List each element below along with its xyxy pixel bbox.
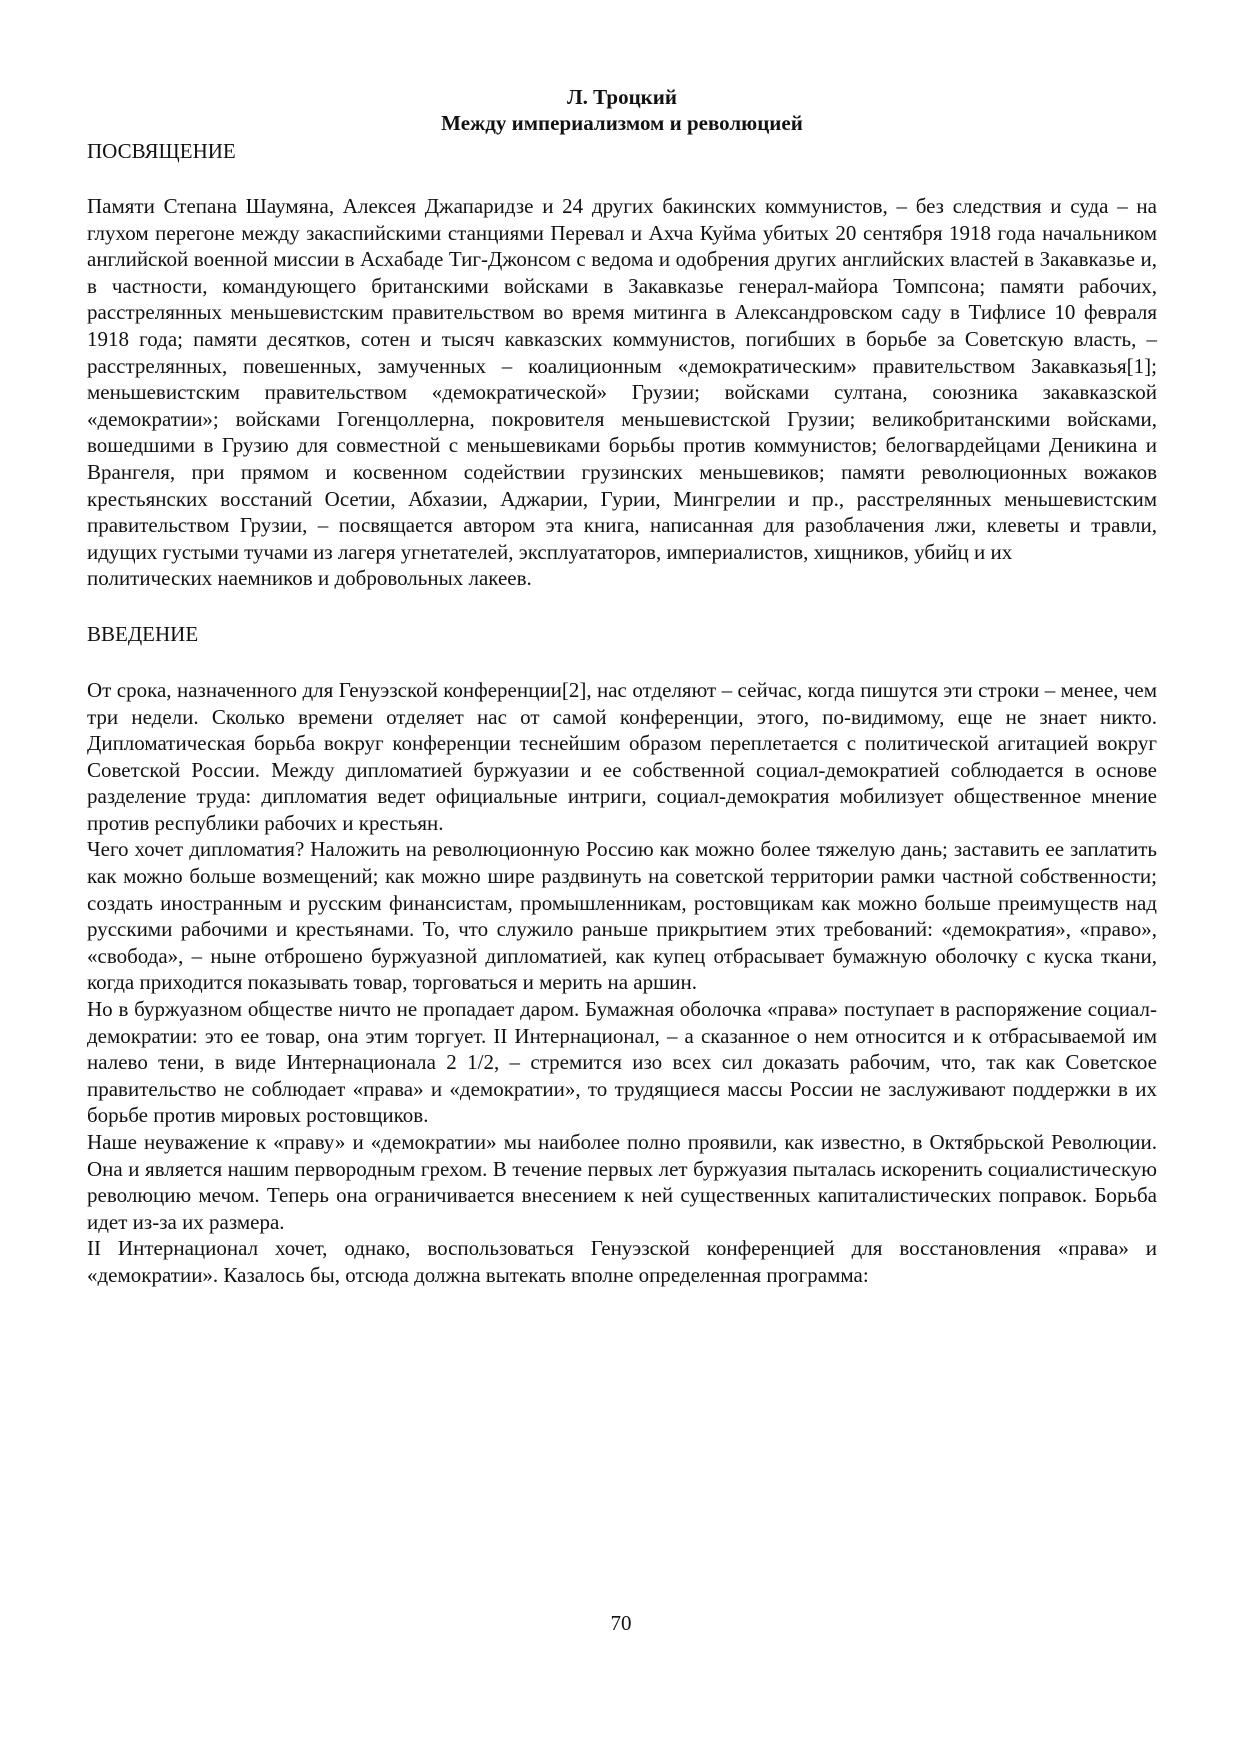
introduction-paragraph: II Интернационал хочет, однако, воспользоваться Генуэзской конференцией для восстановления «права» и «демократии». Казалось бы, отсюда должна вытекать вполне определенная программа:: [87, 1236, 1157, 1287]
introduction-paragraph: Но в буржуазном обществе ничто не пропадает даром. Бумажная оболочка «права» поступает в распоряжение социал-демократии: это ее товар, она этим торгует. II Интернационал, – а сказанное о нем относится и к отбрасываемой им налево тени, в виде Интернационала 2 1/2, – стремится изо всех сил доказать рабочим, что, так как Советское правительство не соблюдает «права» и «демократии», то трудящиеся массы России не заслуживают поддержки в их борьбе против мировых ростовщиков.: [87, 997, 1157, 1128]
document-page: [87, 84, 1157, 1289]
dedication-paragraph: Памяти Степана Шаумяна, Алексея Джапаридзе и 24 других бакинских коммунистов, – без следствия и суда – на глухом перегоне между закаспийскими станциями Перевал и Ахча Куйма убитых 20 сентября 1918 года начальником английской военной миссии в Асхабаде Тиг-Джонсом с ведома и одобрения других английских властей в Закавказье и, в частности, командующего британскими войсками в Закавказье генерал-майора Томпсона; памяти рабочих, расстрелянных меньшевистским правительством во время митинга в Александровском саду в Тифлисе 10 февраля 1918 года; памяти десятков, сотен и тысяч кавказских коммунистов, погибших в борьбе за Советскую власть, – расстрелянных, повешенных, замученных – коалиционным «демократическим» правительством Закавказья[1]; меньшевистским правительством «демократической» Грузии; войсками султана, союзника закавказской «демократии»; войсками Гогенцоллерна, покровителя меньшевистской Грузии; великобританскими войсками, вошедшими в Грузию для совместной с меньшевиками борьбы против коммунистов; белогвардейцами Деникина и Врангеля, при прямом и косвенном содействии грузинских меньшевиков; памяти революционных вожаков крестьянских восстаний Осетии, Абхазии, Аджарии, Гурии, Мингрелии и пр., расстрелянных меньшевистским правительством Грузии, – посвящается автором эта книга, написанная для разоблачения лжи, клеветы и травли, идущих густыми тучами из лагеря угнетателей, эксплуататоров, империалистов, хищников, убийц и их: [87, 194, 1157, 564]
introduction-paragraph: Наше неуважение к «праву» и «демократии» мы наиболее полно проявили, как известно, в Октябрьской Революции. Она и является нашим первородным грехом. В течение первых лет буржуазия пыталась искоренить социалистическую революцию мечом. Теперь она ограничивается внесением к ней существенных капиталистических поправок. Борьба идет из-за их размера.: [87, 1130, 1157, 1234]
dedication-last-line: политических наемников и добровольных лакеев.: [87, 566, 532, 591]
introduction-paragraph: От срока, назначенного для Генуэзской конференции[2], нас отделяют – сейчас, когда пишутся эти строки – менее, чем три недели. Сколько времени отделяет нас от самой конференции, этого, по-видимому, еще не знает никто. Дипломатическая борьба вокруг конференции теснейшим образом переплетается с политической агитацией вокруг Советской России. Между дипломатией буржуазии и ее собственной социал-демократией соблюдается в основе разделение труда: дипломатия ведет официальные интриги, социал-демократия мобилизует общественное мнение против республики рабочих и крестьян.: [87, 677, 1157, 835]
introduction-heading: ВВЕДЕНИЕ: [87, 621, 199, 646]
book-title: Между империализмом и революцией: [441, 111, 803, 135]
introduction-paragraph: Чего хочет дипломатия? Наложить на революционную Россию как можно более тяжелую дань; заставить ее заплатить как можно больше возмещений; как можно шире раздвинуть на советской территории рамки частной собственности; создать иностранным и русским финансистам, промышленникам, ростовщикам как можно больше преимуществ над русскими рабочими и крестьянами. То, что служило раньше прикрытием этих требований: «демократия», «право», «свобода», – ныне отброшено буржуазной дипломатией, как купец отбрасывает бумажную оболочку с куска ткани, когда приходится показывать товар, торговаться и мерить на аршин.: [87, 837, 1157, 995]
page-number: 70: [610, 1611, 632, 1635]
dedication-heading: ПОСВЯЩЕНИЕ: [87, 139, 236, 163]
author-name: Л. Троцкий: [567, 85, 677, 109]
